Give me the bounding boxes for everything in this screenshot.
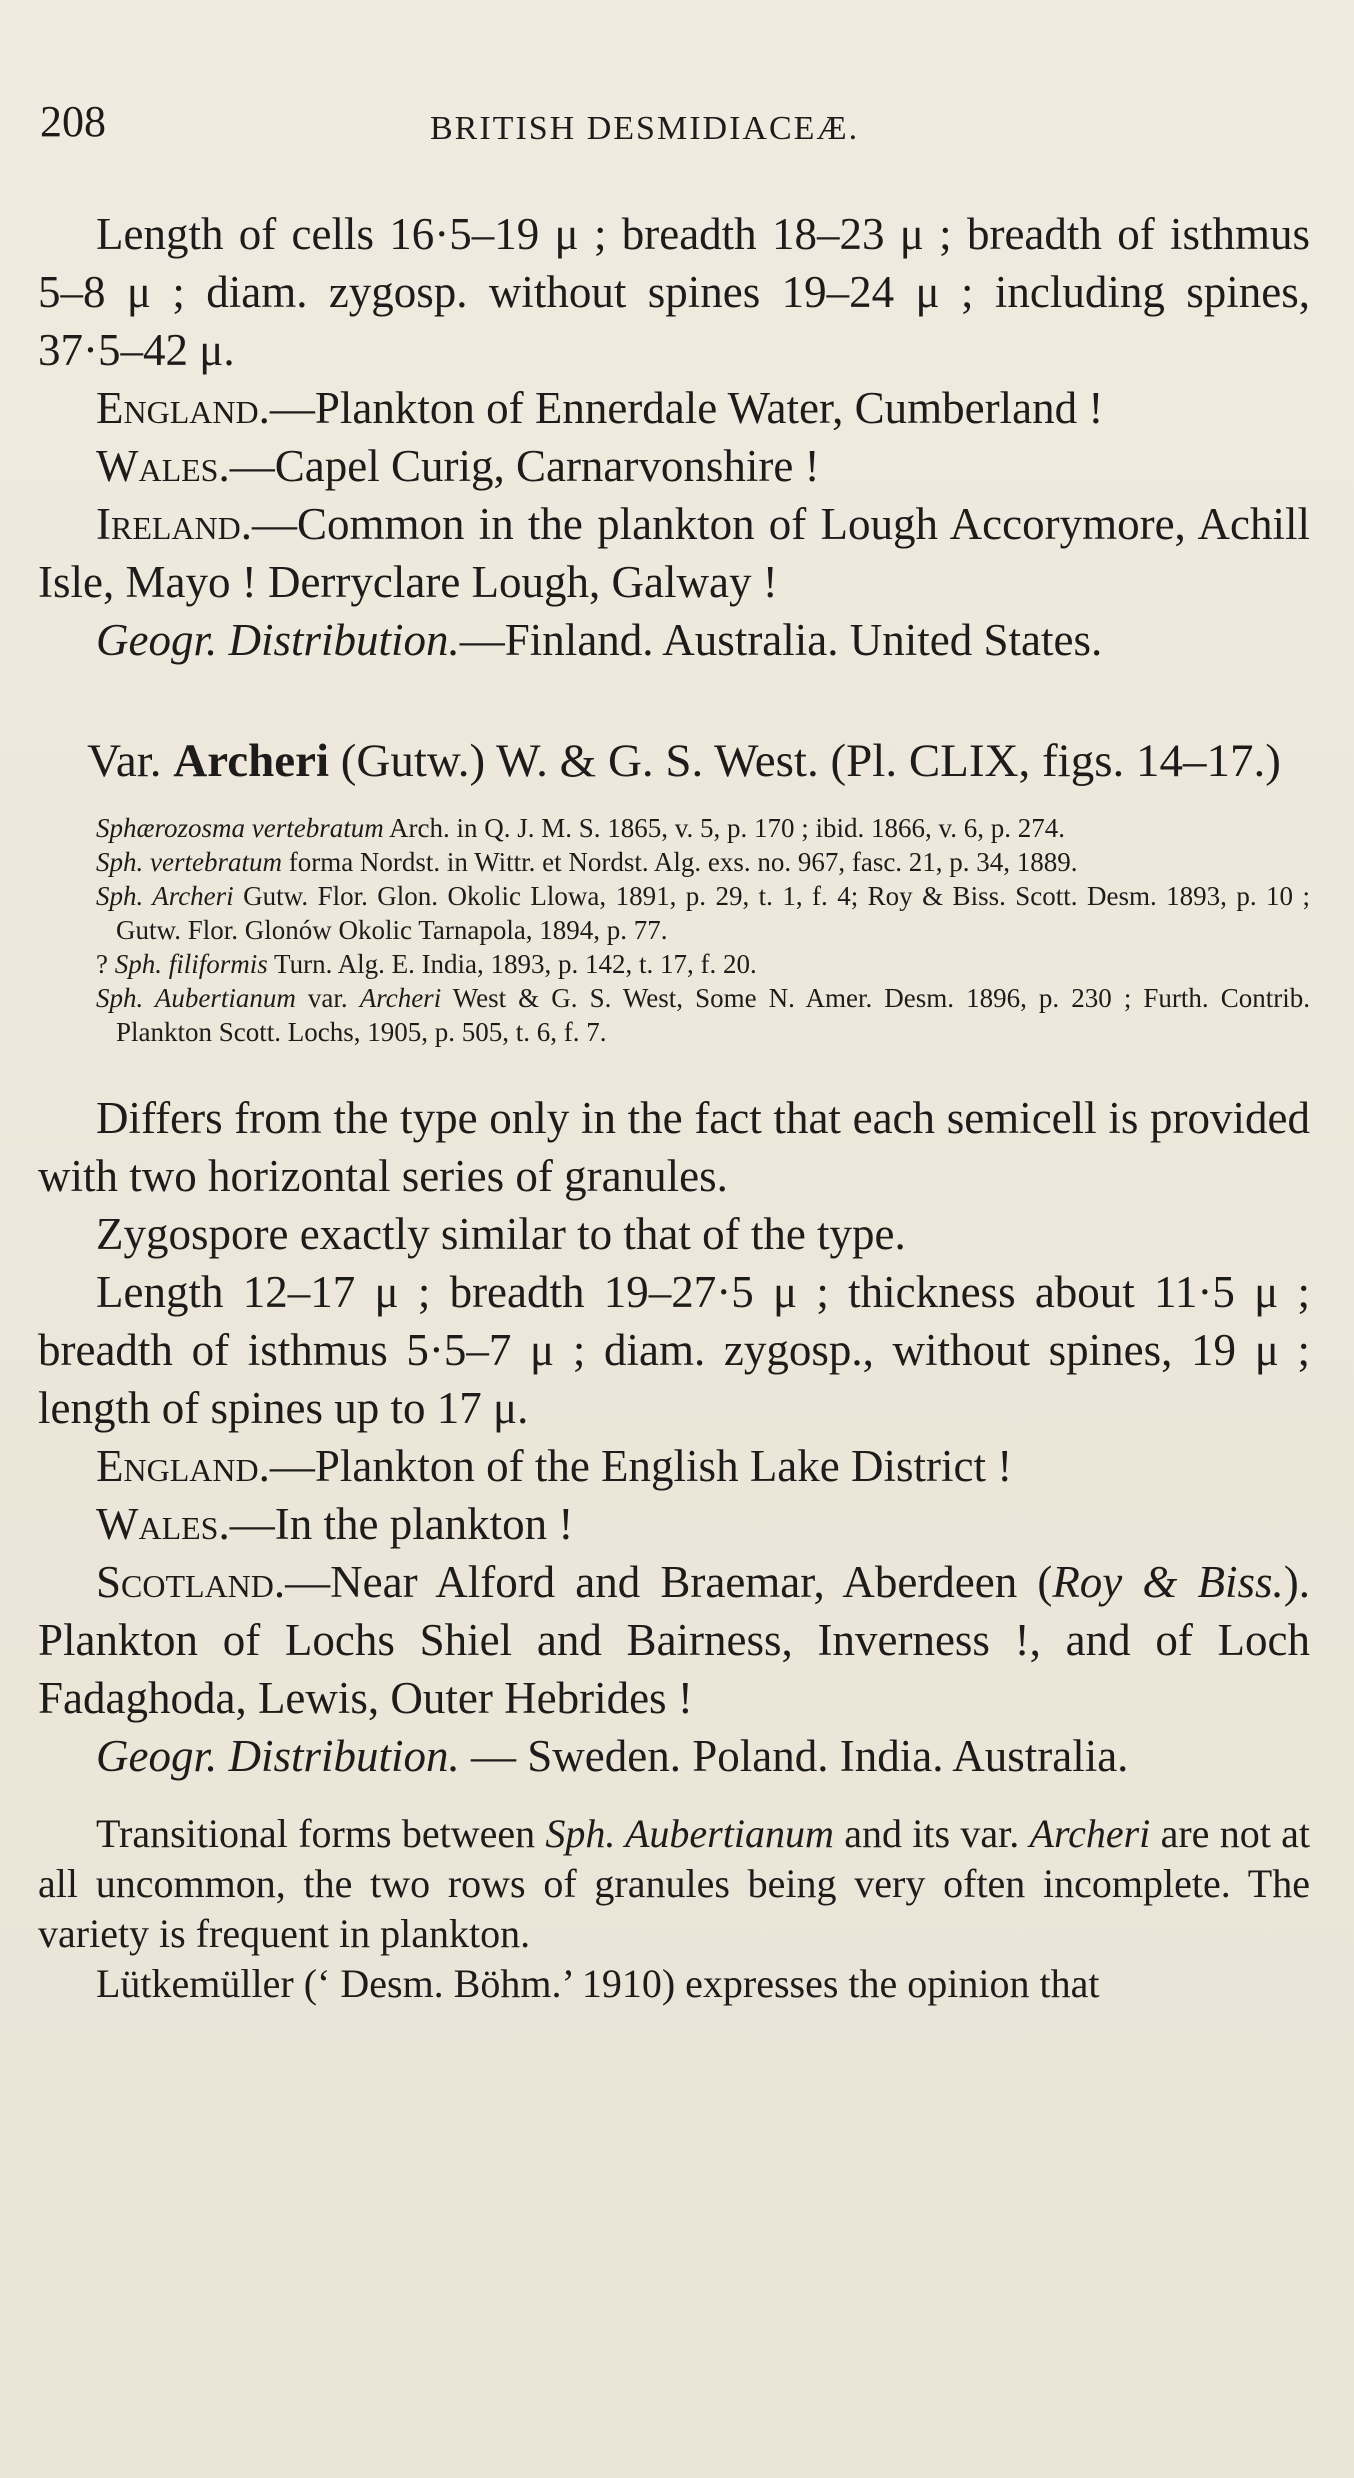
synonym-name: Sph. Archeri bbox=[96, 881, 234, 911]
page-body bbox=[38, 205, 1310, 2009]
page-header bbox=[40, 96, 1320, 156]
synonym-citation: Arch. in Q. J. M. S. 1865, v. 5, p. 170 ; ibid. 1866, v. 6, p. 274. bbox=[383, 813, 1066, 843]
synonym-citation: forma Nordst. in Wittr. et Nordst. Alg. exs. no. 967, fasc. 21, p. 34, 1889. bbox=[281, 847, 1078, 877]
synonymy-list bbox=[38, 811, 1310, 1049]
locality-authority: Roy & Biss. bbox=[1052, 1557, 1284, 1607]
region-name: Wales bbox=[96, 441, 219, 491]
region-name: Scotland bbox=[96, 1557, 274, 1607]
region-name: Wales bbox=[96, 1499, 219, 1549]
synonym-citation: Turn. Alg. E. India, 1893, p. 142, t. 17, f. 20. bbox=[267, 949, 757, 979]
geogr-label: Geogr. Distribution. bbox=[96, 615, 460, 665]
variety-heading bbox=[38, 731, 1310, 791]
synonym-citation: Gutw. Flor. Glon. Okolic Llowa, 1891, p. 29, t. 1, f. 4; Roy & Biss. Scott. Desm. 1893, p. 10 ; Gutw. Flor. Glonów Okolic Tarnapola, 1894, p. 77. bbox=[116, 881, 1310, 945]
dimensions-paragraph: Length 12–17 μ ; breadth 19–27·5 μ ; thickness about 11·5 μ ; breadth of isthmus 5·5–7 μ ; diam. zygosp., without spines, 19 μ ; length of spines up to 17 μ. bbox=[38, 1267, 1310, 1433]
synonym-name: Sph. filiformis bbox=[114, 949, 268, 979]
locality-text: .—Common in the plankton of Lough Accorymore, Achill Isle, Mayo ! Derryclare Lough, Galway ! bbox=[38, 499, 1310, 607]
synonym-entry bbox=[58, 981, 1310, 1049]
synonym-name: Sphærozosma vertebratum bbox=[96, 813, 384, 843]
locality-text: .—Near Alford and Braemar, Aberdeen ( bbox=[273, 1557, 1053, 1607]
locality-wales bbox=[38, 437, 1310, 495]
description-paragraph: Differs from the type only in the fact that each semicell is provided with two horizontal series of granules. bbox=[38, 1093, 1310, 1201]
note-paragraph: Lütkemüller (‘ Desm. Böhm.’ 1910) expresses the opinion that bbox=[96, 1961, 1100, 2006]
geogr-text: —Finland. Australia. United States. bbox=[459, 615, 1103, 665]
synonym-citation: West & G. S. West, Some N. Amer. Desm. 1896, p. 230 ; Furth. Contrib. Plankton Scott. Lochs, 1905, p. 505, t. 6, f. 7. bbox=[116, 983, 1310, 1047]
synonym-entry bbox=[58, 845, 1310, 879]
locality-text: .—Plankton of Ennerdale Water, Cumberland ! bbox=[258, 383, 1104, 433]
synonym-entry bbox=[58, 947, 1310, 981]
note-text: Transitional forms between bbox=[96, 1811, 546, 1856]
note-italic: Sph. Aubertianum bbox=[545, 1811, 834, 1856]
running-head: BRITISH DESMIDIACEÆ. bbox=[430, 110, 860, 147]
locality-ireland bbox=[38, 495, 1310, 611]
geographic-distribution bbox=[38, 1727, 1310, 1785]
synonym-name: Sph. Aubertianum bbox=[96, 983, 296, 1013]
locality-england bbox=[38, 1437, 1310, 1495]
synonym-entry bbox=[58, 811, 1310, 845]
locality-text: .—In the plankton ! bbox=[218, 1499, 574, 1549]
locality-england bbox=[38, 379, 1310, 437]
note-paragraph bbox=[38, 1809, 1310, 1959]
synonym-citation: var. bbox=[295, 983, 360, 1013]
locality-scotland bbox=[38, 1553, 1310, 1727]
note-text: and its var. bbox=[833, 1811, 1030, 1856]
locality-wales bbox=[38, 1495, 1310, 1553]
page-number: 208 bbox=[40, 97, 106, 146]
synonym-entry bbox=[58, 879, 1310, 947]
variety-name: Archeri bbox=[173, 735, 329, 787]
region-name: Ireland bbox=[96, 499, 241, 549]
synonym-var-name: Archeri bbox=[359, 983, 442, 1013]
measurements-paragraph: Length of cells 16·5–19 μ ; breadth 18–23 μ ; breadth of isthmus 5–8 μ ; diam. zygosp. without spines 19–24 μ ; including spines, 37·5–42 μ. bbox=[38, 209, 1310, 375]
geogr-text: — Sweden. Poland. India. Australia. bbox=[459, 1731, 1129, 1781]
note-italic: Archeri bbox=[1029, 1811, 1151, 1856]
locality-text: ). Plankton of Lochs Shiel and Bairness, Inverness !, and of Loch Fadaghoda, Lewis, Outer Hebrides ! bbox=[38, 1557, 1310, 1723]
region-name: England bbox=[96, 1441, 259, 1491]
locality-text: .—Capel Curig, Carnarvonshire ! bbox=[218, 441, 820, 491]
region-name: England bbox=[96, 383, 259, 433]
zygospore-paragraph: Zygospore exactly similar to that of the type. bbox=[96, 1209, 906, 1259]
variety-prefix: Var. bbox=[87, 735, 174, 787]
variety-authority: (Gutw.) W. & G. S. West. (Pl. CLIX, figs. 14–17.) bbox=[329, 735, 1281, 787]
synonym-name: Sph. vertebratum bbox=[96, 847, 282, 877]
geogr-label: Geogr. Distribution. bbox=[96, 1731, 460, 1781]
locality-text: .—Plankton of the English Lake District ! bbox=[258, 1441, 1013, 1491]
synonym-query-mark: ? bbox=[96, 949, 115, 979]
note-text: are not at all uncommon, the two rows of granules being very often incomplete. The variety is frequent in plankton. bbox=[38, 1811, 1310, 1956]
geographic-distribution bbox=[38, 611, 1310, 669]
